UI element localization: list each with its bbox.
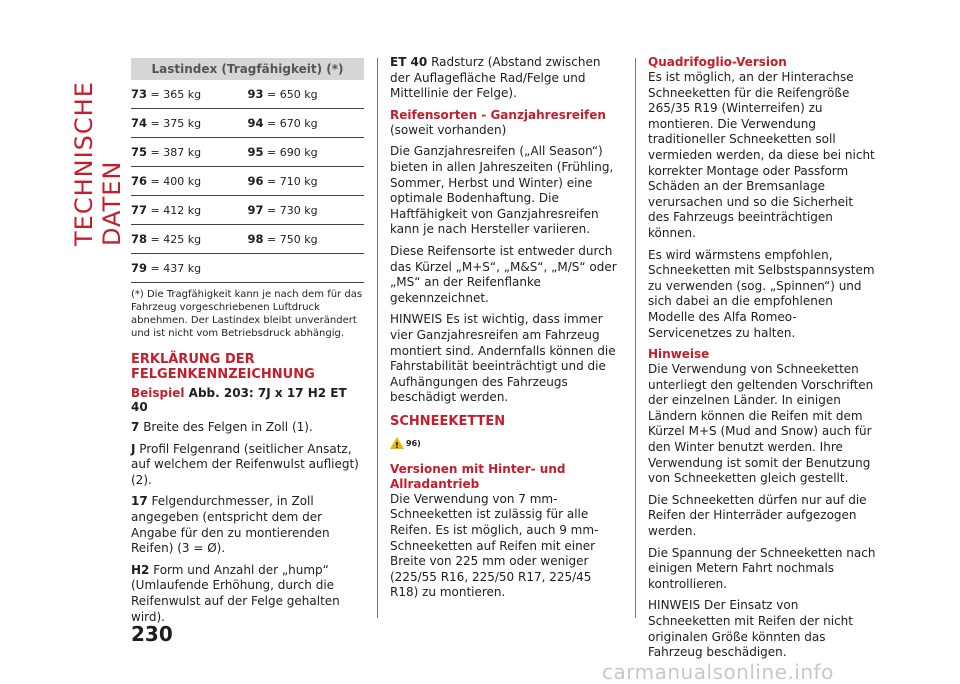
rim-item-key: 7 [131,420,140,434]
rim-item [131,420,364,436]
load-value: = 750 kg [263,233,318,246]
qv-p1: Es ist möglich, an der Hinterachse Schneeketten für die Reifengröße 265/35 R19 (Winterreifen) zu montieren. Die Verwendung traditioneller Schneeketten soll vermieden werden, da diese bei nicht korrekter Montage oder Passform Schäden an der Bremsanlage verursachen und so die Sicherheit des Fahrzeugs beeinträchtigen können. [648,70,875,240]
load-index: 75 [131,145,148,159]
et-item [390,55,623,102]
rim-item-text: Profil Felgenrand (seitlicher Ansatz, auf welchem der Reifenwulst aufliegt) (2). [131,441,359,487]
notes-p1: Die Verwendung von Schneeketten unterliegt den geltenden Vorschriften der einzelnen Länder. In einigen Ländern können die Reifen mit dem Kürzel M+S (Mud and Snow) auch für den Winter benutzt werden. Ihre Verwendung ist somit der Benutzung von Schneeketten gleich gestellt. [648,362,874,486]
section-title: TECHNISCHE DATEN [70,81,126,246]
column-middle [390,55,623,607]
chains-warning [390,433,623,452]
load-value: = 437 kg [147,262,202,275]
load-value: = 400 kg [147,175,202,188]
allseason-sub: (soweit vorhanden) [390,122,507,137]
table-cell [248,145,365,159]
rim-items [131,420,364,625]
table-cell [131,203,248,217]
table-cell [248,87,365,101]
load-table-footnote: (*) Die Tragfähigkeit kann je nach dem für das Fahrzeug vorgeschriebenen Luftdruck abnehmen. Der Lastindex bleibt unverändert und ist nicht vom Betriebsdruck abhängig. [131,289,363,339]
example-label: Beispiel [131,386,185,400]
table-cell [131,87,248,101]
table-cell [131,261,248,275]
column-divider [377,58,378,618]
load-index: 93 [247,87,264,101]
notes-p2: Die Schneeketten dürfen nur auf die Reifen der Hinterräder aufgezogen werden. [648,492,867,539]
table-row [131,196,364,225]
rim-item-text: Form und Anzahl der „hump“ (Umlaufende Erhöhung, durch die Reifenwulst auf der Felge gehalten wird). [131,562,340,624]
rim-item [131,563,364,625]
table-row [131,80,364,109]
table-cell [248,232,365,246]
table-cell [131,145,248,159]
load-value: = 650 kg [263,88,318,101]
allseason-heading: Reifensorten - Ganzjahresreifen [390,107,606,122]
qv-heading: Quadrifoglio-Version [648,55,787,69]
svg-text:!: ! [395,441,399,450]
chains-heading: SCHNEEKETTEN [390,413,506,429]
allseason-p1: Die Ganzjahresreifen („All Season“) bieten in allen Jahreszeiten (Frühling, Sommer, Herbst und Winter) eine optimale Bodenhaftung. Die Haftfähigkeit von Ganzjahresreifen kann je nach Hersteller variieren. [390,144,614,237]
table-row [131,225,364,254]
rim-item-text: Breite des Felgen in Zoll (1). [143,420,313,434]
load-index: 78 [131,232,148,246]
load-index: 74 [131,116,148,130]
et-key: ET 40 [390,55,428,69]
load-table-header: Lastindex (Tragfähigkeit) (*) [131,58,364,80]
load-index: 97 [247,203,264,217]
warning-icon [390,437,404,449]
load-index: 95 [247,145,264,159]
column-left [131,58,364,631]
load-index: 73 [131,87,148,101]
rim-item-key: J [131,441,136,456]
column-right [648,55,878,667]
rim-item-key: H2 [131,562,150,577]
qv-p2: Es wird wärmstens empfohlen, Schneeketten mit Selbstspannsystem zu verwenden (sog. „Spinnen“) und sich dabei an die empfohlenen Modelle des Alfa Romeo-Servicenetzes zu halten. [648,247,875,340]
example-line [131,386,364,414]
notes-heading: Hinweise [648,347,710,362]
notes-p3: Die Spannung der Schneeketten nach einigen Metern Fahrt nochmals kontrollieren. [648,545,876,591]
rim-item [131,494,364,556]
load-index: 79 [131,261,148,275]
table-cell [131,116,248,130]
load-index: 98 [247,232,264,246]
load-value: = 375 kg [147,117,202,130]
rim-item [131,442,364,489]
load-value: = 365 kg [147,88,202,101]
load-value: = 690 kg [263,146,318,159]
load-index: 77 [131,203,148,217]
load-value: = 670 kg [263,117,318,130]
table-cell [248,203,365,217]
table-row [131,167,364,196]
load-index: 76 [131,174,148,188]
table-cell [248,116,365,130]
table-cell [248,174,365,188]
load-table [131,80,364,283]
table-row [131,109,364,138]
awd-heading: Versionen mit Hinter- und Allradantrieb [390,461,566,491]
load-value: = 425 kg [147,233,202,246]
page-number: 230 [131,622,173,646]
rim-marking-heading: ERKLÄRUNG DER FELGENKENNZEICHNUNG [131,352,315,382]
table-cell [131,174,248,188]
load-value: = 710 kg [263,175,318,188]
column-divider [635,58,636,618]
load-value: = 730 kg [263,204,318,217]
load-value: = 412 kg [147,204,202,217]
warning-reference: 96) [406,438,421,448]
rim-item-key: 17 [131,494,148,509]
table-row [131,138,364,167]
table-cell [131,232,248,246]
load-index: 96 [247,174,264,188]
example-text: Abb. 203: 7J x 17 H2 ET 40 [131,386,347,414]
et-text: Radsturz (Abstand zwischen der Auflagefläche Rad/Felge und Mittellinie der Felge). [390,55,601,101]
allseason-p3: HINWEIS Es ist wichtig, dass immer vier Ganzjahresreifen am Fahrzeug montiert sind. Andernfalls können die Fahrstabilität beeinträchtigt und die Aufhängungen des Fahrzeugs beschädigt werden. [390,312,616,405]
watermark: carmanualsonline.info [602,660,834,684]
table-row [131,254,364,283]
awd-text: Die Verwendung von 7 mm-Schneeketten ist zulässig für alle Reifen. Es ist möglich, auch 9 mm-Schneeketten auf Reifen mit einer Breite von 225 mm oder weniger (225/55 R16, 225/50 R17, 225/45 R18) zu montieren. [390,491,599,600]
notes-p4: HINWEIS Der Einsatz von Schneeketten mit Reifen der nicht originalen Größe könnten das Fahrzeug beschädigen. [648,598,853,660]
load-value: = 387 kg [147,146,202,159]
allseason-p2: Diese Reifensorte ist entweder durch das Kürzel „M+S“, „M&S“, „M/S“ oder „MS“ an der Reifenflanke gekennzeichnet. [390,243,617,305]
load-index: 94 [247,116,264,130]
rim-item-text: Felgendurchmesser, in Zoll angegeben (entspricht dem der Angabe für den zu montierenden Reifen) (3 = Ø). [131,494,330,556]
